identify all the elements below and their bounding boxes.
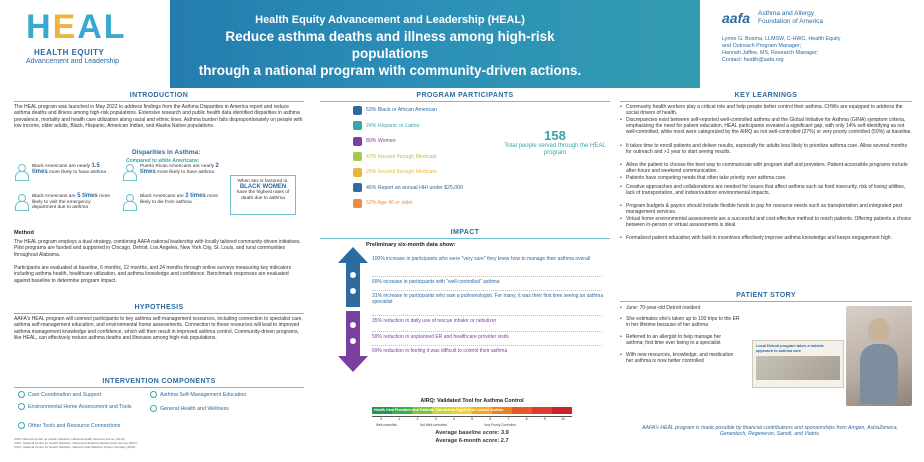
patient-story-item: • She estimates she's taken up to 100 trips to the ER in her lifetime because of her asthma: [620, 316, 740, 328]
contact-line: and Outreach Program Manager;: [722, 43, 802, 49]
airq-legend-not-well: Not Well-controlled: [420, 423, 447, 427]
participant-stat: [353, 183, 463, 193]
impact-divider: [372, 315, 602, 316]
poster-title: [190, 28, 590, 79]
footnote: ¹CDC National Center for Health Statistics, National Health Interview Survey (2019): [14, 437, 125, 441]
impact-updown-arrow-icon: [338, 247, 368, 372]
component-item: Environmental Home Assessment and Tools: [18, 404, 138, 410]
impact-divider: [372, 290, 602, 291]
key-learning-item: • Allow the patient to choose the best way to communicate with program staff and providers. Patient-accessible programs include after-hours and weekend communication.: [620, 162, 912, 174]
hypothesis-title: HYPOTHESIS: [14, 304, 304, 314]
handshake-icon: [18, 391, 25, 398]
airq-legend-well: Well-controlled: [376, 423, 398, 427]
airq-tick-label: 0: [380, 417, 383, 421]
aafa-logo-mark: aafa: [722, 10, 751, 26]
contact-line: Lynne G. Bosma, LLMSW, C-HWC, Health Equity: [722, 36, 841, 42]
airq-tick-label: 9: [543, 417, 546, 421]
footnote: ²CDC, National Center for Health Statistics, National Ambulatory Medical Care Survey (2017): [14, 441, 138, 445]
key-learning-item: • Patients have competing needs that often take priority over asthma care.: [620, 175, 912, 181]
participant-stat-label: 52% Age 40 or older: [366, 200, 414, 206]
participant-stat: [353, 121, 419, 131]
contact-info: [722, 36, 918, 64]
airq-legend-very-poor: Very Poorly Controlled: [484, 423, 516, 427]
disparity-item: Black Americans are 5 times more likely to visit the emergency department due to asthma: [32, 193, 111, 211]
impact-title: IMPACT: [320, 229, 610, 239]
components-title: INTERVENTION COMPONENTS: [14, 378, 304, 388]
component-item: Care Coordination and Support: [18, 392, 148, 398]
news-article-headline: Local Detroit program takes a holistic approach to asthma care: [756, 344, 824, 353]
component-item: Asthma Self-Management Education: [150, 392, 300, 398]
component-item: General Health and Wellness: [150, 406, 300, 412]
key-learning-item: • Formalized patient education with built-in incentives effectively improve asthma knowledge and keeps engagement high.: [620, 235, 912, 241]
heal-logo-line2: Advancement and Leadership: [26, 58, 120, 65]
key-learning-item: • Discrepancies exist between self-reported well-controlled asthma and the Global Initiative for Asthma (GINA) symptom criteria, emphasizing the need for patient education. HEAL participants revealed a significant gap, with only 14% self-identifying as not well-controlled, while most were categorized by the AIRQ as not well-controlled (27%) or very poorly controlled (50%) at baseline.: [620, 117, 912, 135]
person-icon: [122, 164, 136, 180]
poster-header: [0, 0, 924, 88]
heal-logo-line1: HEALTH EQUITY: [34, 48, 105, 57]
key-learning-item: • Program budgets & payors should include flexible funds to pay for resource needs such as transportation and integrated pest management services.: [620, 203, 912, 215]
method-label: Method: [14, 230, 34, 236]
footnote: ³CDC, National Center for Health Statistics, National Vital Statistics System Mortality (2018): [14, 445, 136, 449]
participant-stat-icon: [353, 137, 362, 146]
hospital-icon: [14, 194, 28, 210]
impact-divider: [372, 276, 602, 277]
participants-title: PROGRAM PARTICIPANTS: [320, 92, 610, 102]
participant-stat-label: 80% Women: [366, 138, 396, 144]
airq-ticks: [372, 416, 572, 422]
key-learning-item: • It takes time to enroll patients and deliver results, especially for adults less likely to prioritize asthma care. Allow several months for outreach and >1 year to start seeing results.: [620, 143, 912, 155]
participant-stat-icon: [353, 152, 362, 161]
impact-divider: [372, 331, 602, 332]
patient-story-item: • Referred to an allergist to help manage her asthma; first time ever being to a specialist: [620, 334, 740, 346]
heart-icon: [150, 405, 157, 412]
airq-tick-label: 10: [560, 417, 565, 421]
aafa-logo-block: [700, 0, 924, 88]
toolbox-icon: [18, 422, 25, 429]
impact-stat: 69% increase in participants with "well-controlled" asthma: [372, 279, 500, 285]
heal-logo: [0, 0, 170, 88]
heal-logo-word: HEAL: [26, 8, 127, 46]
method-text-1: The HEAL program employs a dual strategy, combining AAFA national leadership with locally tailored community-driven initiatives. Pilot programs are funded and supported in Chicago, Detroit, Los Angeles, New York City, St. Louis, and rural communities throughout Alabama.: [14, 239, 301, 258]
title-line-1: Reduce asthma deaths and illness among high-risk populations: [225, 29, 555, 61]
participant-stat-label: 53% Black or African American: [366, 107, 437, 113]
key-learnings-title: KEY LEARNINGS: [620, 92, 912, 102]
contact-email[interactable]: Contact: health@aafa.org: [722, 57, 784, 63]
contact-line: Hannah Jaffee, MS, Research Manager;: [722, 50, 819, 56]
impact-stat: 100% increase in participants who were "very sure" they knew how to manage their asthma overall: [372, 256, 591, 262]
house-icon: [18, 403, 25, 410]
airq-tick-label: 5: [471, 417, 474, 421]
participant-stat-icon: [353, 199, 362, 208]
participant-stat-label: 24% Hispanic or Latino: [366, 122, 420, 129]
aafa-logo-name: Asthma and Allergy Foundation of America: [758, 10, 824, 25]
participants-total: 158: [544, 128, 566, 143]
airq-baseline-score: Average baseline score: 3.9: [435, 430, 509, 436]
airq-tick-label: 2: [416, 417, 419, 421]
news-article-photo: [756, 356, 840, 380]
participant-stat-label: 25% Insured through Medicare: [366, 169, 437, 175]
method-text-2: Participants are evaluated at baseline, 6 months, 12 months, and 24 months through online surveys measuring key indicators including asthma health, healthcare utilization, and asthma knowledge and confidence. Benchmark responses are evaluated against baseline to determine program impact.: [14, 265, 292, 284]
airq-tick-label: 8: [525, 417, 528, 421]
disparity-item: Black Americans are 3 times more likely to die from asthma: [140, 193, 219, 205]
introduction-text: The HEAL program was launched in May 2022 to address findings from the Asthma Disparities in America report and reduce asthma deaths and illness among high-risk populations. Extensive research and public health data identified disparities in asthma prevalence, mortality and health care utilization along racial and ethnic lines. Asthma burden falls disproportionately on people with low income, older adults, Black, Hispanic, American Indian, and Alaska Native populations.: [14, 104, 303, 130]
participant-stat: [353, 167, 437, 177]
participant-stat-icon: [353, 121, 362, 130]
book-icon: [150, 391, 157, 398]
black-women-callout: When sex is factored in, BLACK WOMEN have the highest rates of death due to asthma: [230, 175, 296, 215]
impact-stat: 31% increase in participants who saw a pulmonologist. For many, it was their first time seeing an asthma specialist: [372, 293, 604, 305]
participant-stat-icon: [353, 168, 362, 177]
person-icon: [14, 164, 28, 180]
airq-tick-label: 3: [434, 417, 437, 421]
airq-tick-label: 7: [507, 417, 510, 421]
airq-6month-score: Average 6-month score: 2.7: [435, 438, 509, 444]
patient-photo: [846, 306, 912, 406]
disparities-title: Disparities in Asthma:: [132, 149, 201, 156]
impact-stat: 35% reduction in daily use of rescue inhaler or nebulizer: [372, 318, 497, 324]
patient-story-item: • June: 70-year-old Detroit resident: [620, 305, 740, 311]
acknowledgment: AAFA's HEAL program is made possible by financial contributions and sponsorships from Amgen, AstraZeneca, Genentech, Regeneron, Sanofi, and Viatris.: [642, 425, 898, 438]
participant-stat: [353, 136, 396, 146]
airq-tick-label: 1: [398, 417, 401, 421]
airq-tick-label: 4: [452, 417, 455, 421]
participant-stat-label: 46% Report an annual HHI under $25,000: [366, 184, 463, 191]
introduction-title: INTRODUCTION: [14, 92, 304, 102]
person-icon: [122, 194, 136, 210]
org-name: Health Equity Advancement and Leadership (HEAL): [255, 14, 525, 26]
impact-divider: [372, 345, 602, 346]
key-learning-item: • Community health workers play a critical role and help people better control their asthma. CHWs are equipped to address the social drivers of health.: [620, 104, 912, 116]
participant-stat-icon: [353, 183, 362, 192]
participants-total-caption: Total people served through the HEAL program: [504, 143, 606, 156]
participant-stat-label: 47% Insured through Medicaid: [366, 153, 437, 160]
impact-intro: Preliminary six-month data show:: [366, 242, 456, 248]
patient-story-title: PATIENT STORY: [620, 292, 912, 302]
title-line-2: through a national program with community-driven actions.: [198, 63, 582, 78]
participant-stat-icon: [353, 106, 362, 115]
patient-story-item: • With new resources, knowledge, and medication her asthma is now better controlled: [620, 352, 740, 364]
participant-stat: [353, 105, 437, 115]
participant-stat: [353, 152, 436, 162]
disparity-item: Puerto Rican Americans are nearly 2 times more likely to have asthma: [140, 163, 219, 175]
airq-title: AIRQ: Validated Tool for Asthma Control: [420, 398, 524, 404]
component-item: Other Tools and Resource Connections: [18, 423, 178, 429]
disparity-item: Black Americans are nearly 1.5 times more likely to have asthma: [32, 163, 107, 175]
news-article-image: [752, 340, 844, 388]
disparities-subtitle: Compared to white Americans:: [126, 158, 200, 164]
hypothesis-text: AAFA's HEAL program will connect participants to key asthma self-management resources, including connection to specialist care, asthma self-management education, and environmental home assessments. Connection to these resources will lead to improved asthma management knowledge and confidence, which will then result in improved asthma control. Community-driven programs, like HEAL, can effectively reduce asthma deaths and illnesses among high-risk populations.: [14, 316, 303, 342]
airq-bar-label: Health Care Providers and Patients Take Action Together to Control Asthma: [374, 408, 504, 412]
key-learning-item: • Creative approaches and collaborations are needed for issues that affect asthma such as food insecurity, risk of losing utilities, lack of transportation, and indoor/outdoor environmental impacts.: [620, 184, 912, 196]
airq-tick-label: 6: [489, 417, 492, 421]
impact-stat: 59% reduction in unplanned ER and healthcare provider visits: [372, 334, 509, 340]
participant-stat: [353, 198, 413, 208]
key-learning-item: • Virtual home environmental assessments are a successful and cost-effective method to reach patients. Offering patients a choice between in-person or virtual assessments is ideal.: [620, 216, 912, 228]
impact-stat: 69% reduction in feeling it was difficult to control their asthma: [372, 348, 508, 354]
